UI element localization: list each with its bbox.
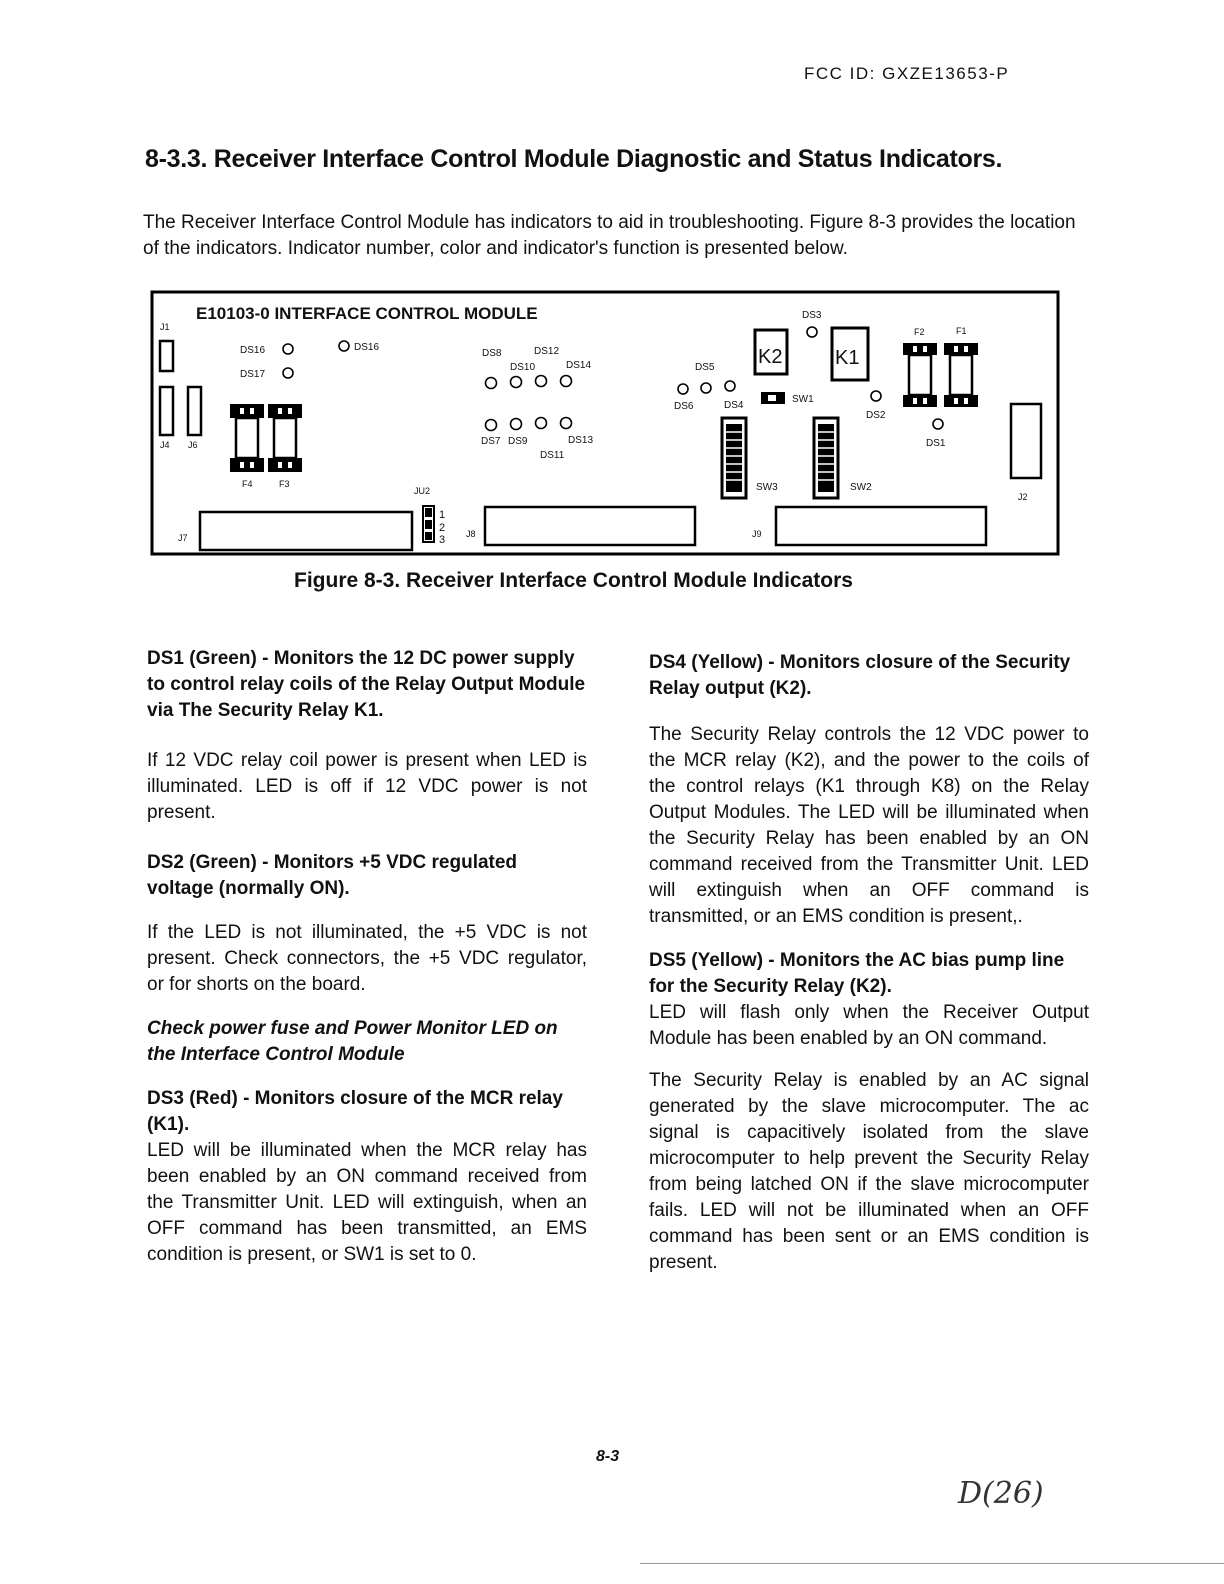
ds5-label: DS5 bbox=[695, 362, 715, 373]
ds9-led bbox=[511, 419, 522, 430]
ju2-pin1: 1 bbox=[439, 509, 446, 521]
right-column bbox=[649, 650, 1089, 1276]
ds13-label: DS13 bbox=[568, 435, 594, 446]
ds16-left-label: DS16 bbox=[240, 345, 266, 356]
ds7-led bbox=[486, 420, 497, 431]
f3-label: F3 bbox=[279, 479, 290, 489]
j6-connector bbox=[188, 387, 201, 435]
ds10-led bbox=[511, 377, 522, 388]
f2-label: F2 bbox=[914, 327, 925, 337]
k1-label: K1 bbox=[835, 347, 860, 369]
ds5-description-2: The Security Relay is enabled by an AC signal generated by the slave microcomputer. The ac signal is capacitively isolated from the slave microcomputer to help prevent the Security Relay from being latched ON if the slave microcomputer fails. LED will not be illuminated when an OFF command has been sent or an EMS condition is present. bbox=[649, 1070, 1089, 1273]
ds5-heading: DS5 (Yellow) - Monitors the AC bias pump line for the Security Relay (K2). bbox=[649, 950, 1065, 997]
ds4-led bbox=[725, 381, 735, 391]
fuse-f4 bbox=[230, 404, 264, 472]
footer-rule bbox=[640, 1563, 1224, 1564]
left-column bbox=[147, 646, 587, 1268]
check-fuse-note: Check power fuse and Power Monitor LED on the Interface Control Module bbox=[147, 1018, 558, 1065]
ds5-led bbox=[701, 383, 711, 393]
handwritten-mark: D(26) bbox=[958, 1476, 1044, 1511]
ds7-label: DS7 bbox=[481, 436, 501, 447]
ds4-label: DS4 bbox=[724, 400, 744, 411]
ds10-label: DS10 bbox=[510, 362, 536, 373]
sw3-label: SW3 bbox=[756, 482, 778, 493]
ds11-led bbox=[536, 418, 547, 429]
ds16-right-label: DS16 bbox=[354, 342, 380, 353]
j6-label: J6 bbox=[188, 440, 198, 450]
ju2-pin2: 2 bbox=[439, 522, 446, 534]
ds2-label: DS2 bbox=[866, 410, 886, 421]
board-title: E10103-0 INTERFACE CONTROL MODULE bbox=[196, 304, 538, 323]
ds4-heading: DS4 (Yellow) - Monitors closure of the Security Relay output (K2). bbox=[649, 652, 1071, 699]
ds2-description: If the LED is not illuminated, the +5 VDC is not present. Check connectors, the +5 VDC regulator, or for shorts on the board. bbox=[147, 922, 587, 995]
ds3-heading: DS3 (Red) - Monitors closure of the MCR relay (K1). bbox=[147, 1088, 563, 1135]
f1-label: F1 bbox=[956, 326, 967, 336]
ds5-description-1: LED will flash only when the Receiver Output Module has been enabled by an ON command. bbox=[649, 1002, 1089, 1049]
board-diagram bbox=[150, 290, 1062, 560]
j7-label: J7 bbox=[178, 533, 188, 543]
fuse-f1 bbox=[944, 343, 978, 407]
sw3-dip-switch bbox=[722, 418, 746, 498]
ds2-led bbox=[871, 391, 881, 401]
ds1-heading: DS1 (Green) - Monitors the 12 DC power supply to control relay coils of the Relay Output Module via The Security Relay K1. bbox=[147, 648, 586, 721]
ds11-label: DS11 bbox=[540, 450, 565, 461]
ds8-label: DS8 bbox=[482, 348, 502, 359]
ds17-label: DS17 bbox=[240, 369, 266, 380]
j4-label: J4 bbox=[160, 440, 170, 450]
j8-label: J8 bbox=[466, 529, 476, 539]
ds17-led bbox=[283, 368, 293, 378]
j4-connector bbox=[160, 387, 173, 435]
k2-label: K2 bbox=[758, 346, 783, 368]
j7-connector bbox=[200, 512, 412, 550]
fuse-f2 bbox=[903, 343, 937, 407]
f4-label: F4 bbox=[242, 479, 253, 489]
fuse-f3 bbox=[268, 404, 302, 472]
ds1-label: DS1 bbox=[926, 438, 946, 449]
section-intro: The Receiver Interface Control Module has indicators to aid in troubleshooting. Figure 8-3 provides the location of the indicators. Indicator number, color and indicator's function is presented below. bbox=[143, 212, 1076, 259]
ds12-led bbox=[536, 376, 547, 387]
ds3-description: LED will be illuminated when the MCR relay has been enabled by an ON command received from the Transmitter Unit. LED will extinguish, when an OFF command has been transmitted, an EMS condition is present, or SW1 is set to 0. bbox=[147, 1140, 587, 1265]
j9-connector bbox=[776, 507, 986, 545]
ds1-led bbox=[933, 419, 943, 429]
j2-label: J2 bbox=[1018, 492, 1028, 502]
j8-connector bbox=[485, 507, 695, 545]
ds3-label: DS3 bbox=[802, 310, 822, 321]
ds3-led bbox=[807, 327, 817, 337]
ds8-led bbox=[486, 378, 497, 389]
sw1-label: SW1 bbox=[792, 394, 814, 405]
section-title: 8-3.3. Receiver Interface Control Module Diagnostic and Status Indicators. bbox=[145, 145, 1003, 173]
ds14-label: DS14 bbox=[566, 360, 592, 371]
ds9-label: DS9 bbox=[508, 436, 528, 447]
j1-connector bbox=[160, 341, 173, 371]
j2-connector bbox=[1011, 404, 1041, 478]
ds1-description: If 12 VDC relay coil power is present when LED is illuminated. LED is off if 12 VDC power is not present. bbox=[147, 750, 587, 823]
fcc-id: FCC ID: GXZE13653-P bbox=[804, 64, 1010, 83]
j1-label: J1 bbox=[160, 322, 170, 332]
ds4-description: The Security Relay controls the 12 VDC power to the MCR relay (K2), and the power to the coils of the control relays (K1 through K8) on the Relay Output Modules. The LED will be illuminated when the Security Relay has been enabled by an ON command received from the Transmitter Unit. LED will extinguish when an OFF command is transmitted, or an EMS condition is present,. bbox=[649, 724, 1089, 927]
ds14-led bbox=[561, 376, 572, 387]
ds6-label: DS6 bbox=[674, 401, 694, 412]
page-number: 8-3 bbox=[596, 1448, 620, 1465]
sw2-label: SW2 bbox=[850, 482, 872, 493]
ds6-led bbox=[678, 384, 688, 394]
ds12-label: DS12 bbox=[534, 346, 560, 357]
ds16-right-led bbox=[339, 341, 349, 351]
ds16-left-led bbox=[283, 344, 293, 354]
ju2-jumper bbox=[423, 506, 434, 542]
ju2-label: JU2 bbox=[414, 486, 431, 496]
ju2-pin3: 3 bbox=[439, 534, 446, 546]
j9-label: J9 bbox=[752, 529, 762, 539]
figure-caption: Figure 8-3. Receiver Interface Control Module Indicators bbox=[294, 569, 853, 592]
sw2-dip-switch bbox=[814, 418, 838, 498]
ds2-heading: DS2 (Green) - Monitors +5 VDC regulated voltage (normally ON). bbox=[147, 852, 518, 899]
ds13-led bbox=[561, 418, 572, 429]
